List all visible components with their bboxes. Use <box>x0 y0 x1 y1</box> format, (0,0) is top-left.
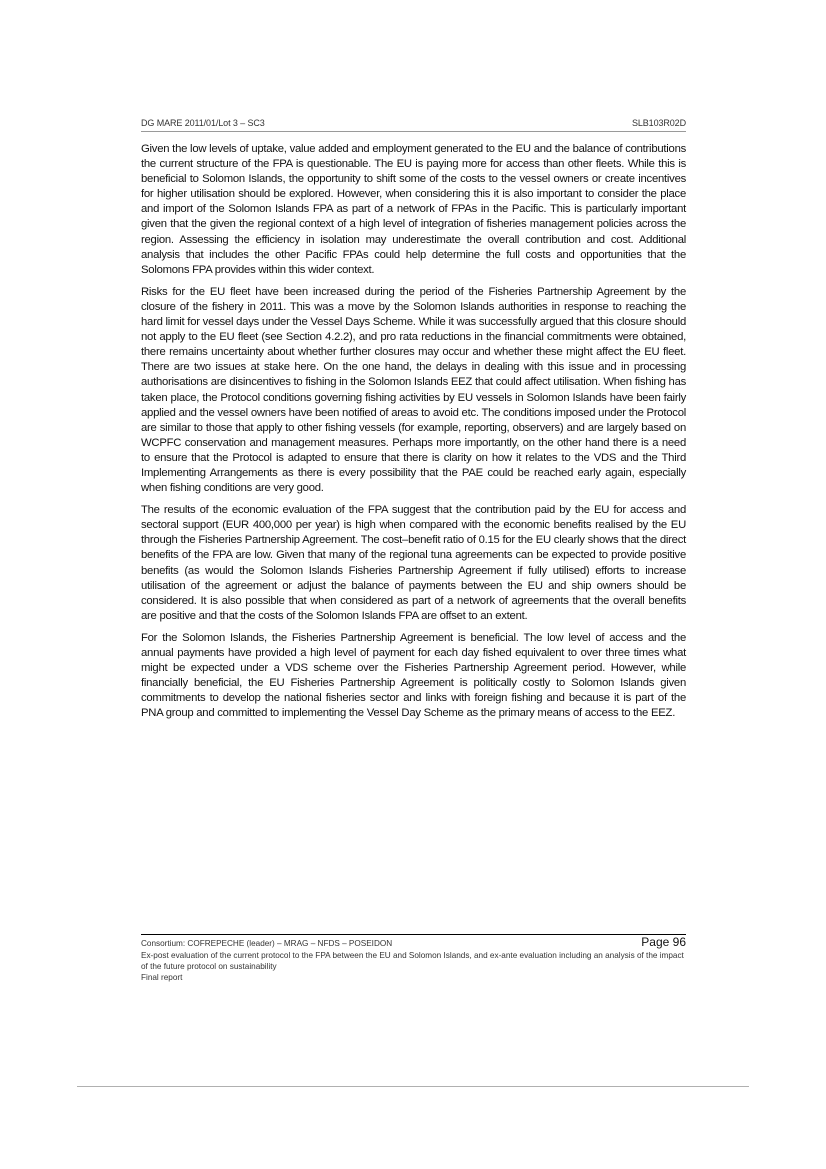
footer-report-type: Final report <box>141 973 183 982</box>
footer-consortium: Consortium: COFREPECHE (leader) – MRAG – NFDS – POSEIDON <box>141 939 393 948</box>
paragraph: Given the low levels of uptake, value added and employment generated to the EU and the balance of contributions the current structure of the FPA is questionable. The EU is paying more for access than other fleets. While this is beneficial to Solomon Islands, the opportunity to shift some of the costs to the vessel owners or create incentives for higher utilisation should be explored. However, when considering this it is also important to consider the place and import of the Solomon Islands FPA as part of a network of FPAs in the Pacific. This is particularly important given that the given the regional context of a high level of integration of fisheries management policies across the region. Assessing the efficiency in isolation may underestimate the overall contribution and cost. Additional analysis that includes the other Pacific FPAs could help determine the full costs and opportunities that the Solomons FPA provides within this wider context. <box>141 143 686 276</box>
page-header <box>141 118 686 128</box>
paragraph: For the Solomon Islands, the Fisheries Partnership Agreement is beneficial. The low level of access and the annual payments have provided a high level of payment for each day fished equivalent to over three times what might be expected under a VDS scheme over the Fisheries Partnership Agreement period. However, while financially beneficial, the EU Fisheries Partnership Agreement is politically costly to Solomon Islands given commitments to develop the national fisheries sector and links with foreign fishing and because it is part of the PNA group and committed to implementing the Vessel Day Scheme as the primary means of access to the EEZ. <box>141 631 686 720</box>
header-divider <box>141 131 686 132</box>
document-body <box>141 142 686 728</box>
page-number: Page 96 <box>641 935 686 949</box>
header-document-code: SLB103R02D <box>631 118 686 128</box>
header-reference: DG MARE 2011/01/Lot 3 – SC3 <box>141 118 265 128</box>
paragraph: The results of the economic evaluation of the FPA suggest that the contribution paid by the EU for access and sectoral support (EUR 400,000 per year) is high when compared with the economic benefits realised by the EU through the Fisheries Partnership Agreement. The cost–benefit ratio of 0.15 for the EU clearly shows that the direct benefits of the FPA are low. Given that many of the regional tuna agreements can be expected to provide positive benefits (as would the Solomon Islands Fisheries Partnership Agreement if fully utilised) efforts to increase utilisation of the agreement or adjust the balance of payments between the EU and ship owners should be considered. It is also possible that when considered as part of a network of agreements that the overall benefits are positive and that the costs of the Solomon Islands FPA are offset to an extent. <box>141 504 686 622</box>
page-footer <box>141 937 686 983</box>
footer-divider <box>141 934 686 935</box>
paragraph: Risks for the EU fleet have been increased during the period of the Fisheries Partnership Agreement by the closure of the fishery in 2011. This was a move by the Solomon Islands authorities in response to reaching the hard limit for vessel days under the Vessel Days Scheme. While it was successfully argued that this closure should not apply to the EU fleet (see Section 4.2.2), and pro rata reductions in the financial commitments were obtained, there remains uncertainty about whether further closures may occur and whether these might affect the EU fleet. There are two issues at stake here. On the one hand, the delays in dealing with this issue and in processing authorisations are disincentives to fishing in the Solomon Islands EEZ that could affect utilisation. When fishing has taken place, the Protocol conditions governing fishing activities by EU vessels in Solomon Islands have been fairly applied and the vessel owners have been notified of areas to avoid etc. The conditions imposed under the Protocol are similar to those that apply to other fishing vessels (for example, reporting, observers) and are largely based on WCPFC conservation and management measures. Perhaps more importantly, on the other hand there is a need to ensure that the Protocol is adapted to ensure that there is clarity on how it relates to the VDS and the Third Implementing Arrangements as there is every possibility that the PAE could be reached early again, especially when fishing conditions are very good. <box>141 285 686 495</box>
page-bottom-divider <box>77 1086 749 1087</box>
footer-description: Ex-post evaluation of the current protocol to the FPA between the EU and Solomon Islands, and ex-ante evaluation including an analysis of the impact of the future protocol on sustainability <box>141 951 684 971</box>
